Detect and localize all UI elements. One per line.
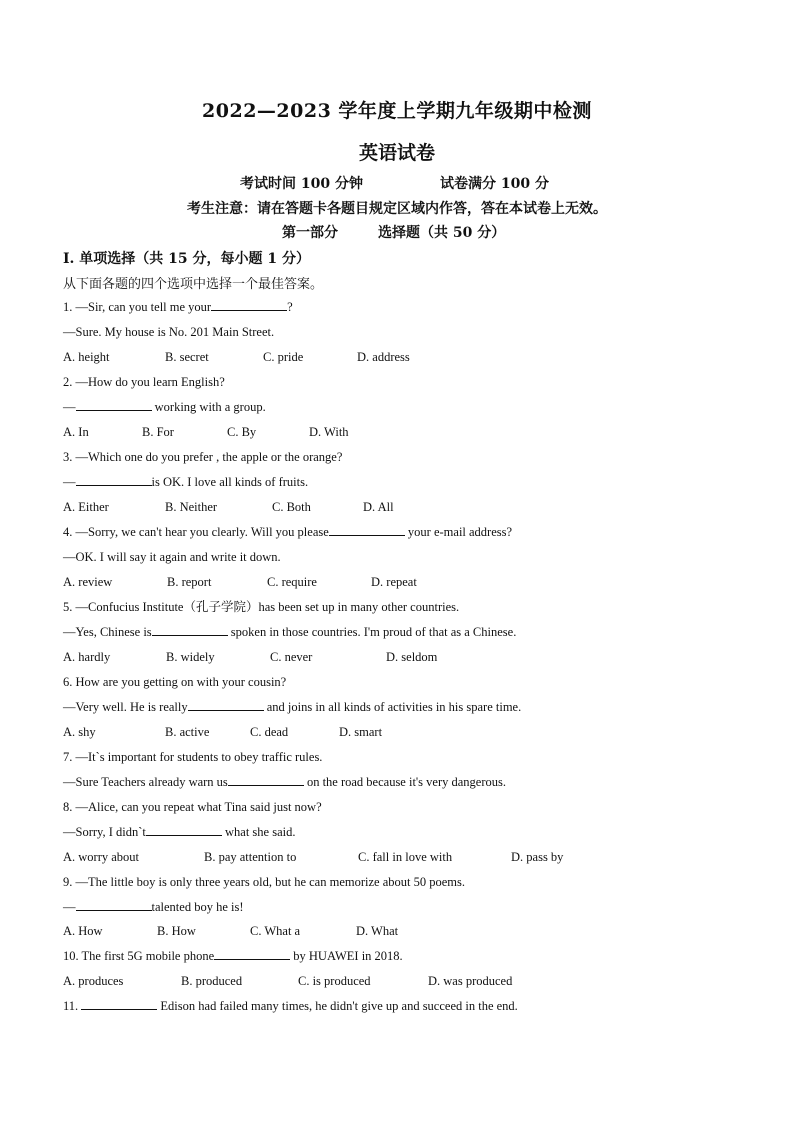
option: A. Either	[63, 500, 109, 514]
question-3-reply: — is OK. I love all kinds of fruits.	[63, 475, 309, 489]
option: B. How	[157, 924, 196, 938]
question-3-prompt: 3. —Which one do you prefer , the apple or the orange?	[63, 450, 343, 464]
exam-notice: 考生注意：请在答题卡各题目规定区域内作答，答在本试卷上无效。	[187, 201, 607, 217]
question-11-prompt: 11. Edison had failed many times, he didn't give up and succeed in the end.	[63, 999, 518, 1013]
question-4-reply: —OK. I will say it again and write it down.	[63, 550, 281, 564]
question-8-reply: —Sorry, I didn`t what she said.	[63, 825, 296, 839]
option: B. report	[167, 575, 212, 589]
option: A. shy	[63, 725, 96, 739]
option: C. By	[227, 425, 257, 439]
full-score: 试卷满分 100 分	[440, 176, 549, 192]
option: A. In	[63, 425, 89, 439]
answer-blank	[146, 823, 222, 836]
question-7-prompt: 7. —It`s important for students to obey traffic rules.	[63, 750, 323, 764]
section-heading: I. 单项选择（共 15 分，每小题 1 分）	[63, 251, 311, 267]
answer-blank	[81, 997, 157, 1010]
option: A. How	[63, 924, 103, 938]
option: B. pay attention to	[204, 850, 297, 864]
exam-time: 考试时间 100 分钟	[240, 176, 363, 192]
answer-blank	[188, 698, 264, 711]
option: D. address	[357, 350, 410, 364]
question-1-prompt: 1. —Sir, can you tell me your ?	[63, 300, 293, 314]
question-5-prompt: 5. —Confucius Institute（孔子学院）has been set up in many other countries.	[63, 600, 460, 614]
question-2-reply: — working with a group.	[63, 400, 266, 414]
option: D. All	[363, 500, 394, 514]
option: D. smart	[339, 725, 383, 739]
option: C. is produced	[298, 974, 371, 988]
answer-blank	[329, 523, 405, 536]
answer-blank	[211, 298, 287, 311]
option: B. For	[142, 425, 174, 439]
exam-title: 2022—2023 学年度上学期九年级期中检测	[202, 100, 592, 122]
part-label: 第一部分	[282, 225, 338, 241]
option: B. active	[165, 725, 210, 739]
question-7-reply: —Sure Teachers already warn us on the road because it's very dangerous.	[63, 775, 506, 789]
question-8-prompt: 8. —Alice, can you repeat what Tina said just now?	[63, 800, 322, 814]
answer-blank	[214, 947, 290, 960]
part-title: 选择题（共 50 分）	[378, 225, 506, 241]
option: B. widely	[166, 650, 215, 664]
option: C. dead	[250, 725, 289, 739]
question-6-reply: —Very well. He is really and joins in all kinds of activities in his spare time.	[63, 700, 522, 714]
option: C. pride	[263, 350, 304, 364]
option: D. repeat	[371, 575, 417, 589]
option: A. hardly	[63, 650, 111, 664]
option: C. require	[267, 575, 317, 589]
exam-subtitle: 英语试卷	[358, 142, 435, 164]
question-4-prompt: 4. —Sorry, we can't hear you clearly. Will you please your e-mail address?	[63, 525, 513, 539]
option: A. review	[63, 575, 113, 589]
question-9-reply: — talented boy he is!	[63, 900, 244, 914]
option: D. seldom	[386, 650, 438, 664]
option: A. produces	[63, 974, 124, 988]
section-instruction: 从下面各题的四个选项中选择一个最佳答案。	[63, 277, 324, 292]
option: D. What	[356, 924, 399, 938]
option: C. What a	[250, 924, 301, 938]
question-2-prompt: 2. —How do you learn English?	[63, 375, 225, 389]
answer-blank	[152, 623, 228, 636]
option: A. worry about	[63, 850, 140, 864]
question-1-reply: —Sure. My house is No. 201 Main Street.	[63, 325, 275, 339]
answer-blank	[76, 898, 152, 911]
option: C. Both	[272, 500, 311, 514]
option: C. never	[270, 650, 313, 664]
answer-blank	[76, 473, 152, 486]
option: A. height	[63, 350, 110, 364]
question-9-prompt: 9. —The little boy is only three years old, but he can memorize about 50 poems.	[63, 875, 465, 889]
option: D. was produced	[428, 974, 513, 988]
option: B. Neither	[165, 500, 218, 514]
question-5-reply: —Yes, Chinese is spoken in those countries. I'm proud of that as a Chinese.	[63, 625, 517, 639]
question-10-prompt: 10. The first 5G mobile phone by HUAWEI in 2018.	[63, 949, 403, 963]
option: B. produced	[181, 974, 243, 988]
option: D. pass by	[511, 850, 564, 864]
answer-blank	[228, 773, 304, 786]
answer-blank	[76, 398, 152, 411]
question-6-prompt: 6. How are you getting on with your cousin?	[63, 675, 287, 689]
option: B. secret	[165, 350, 209, 364]
option: C. fall in love with	[358, 850, 453, 864]
option: D. With	[309, 425, 349, 439]
